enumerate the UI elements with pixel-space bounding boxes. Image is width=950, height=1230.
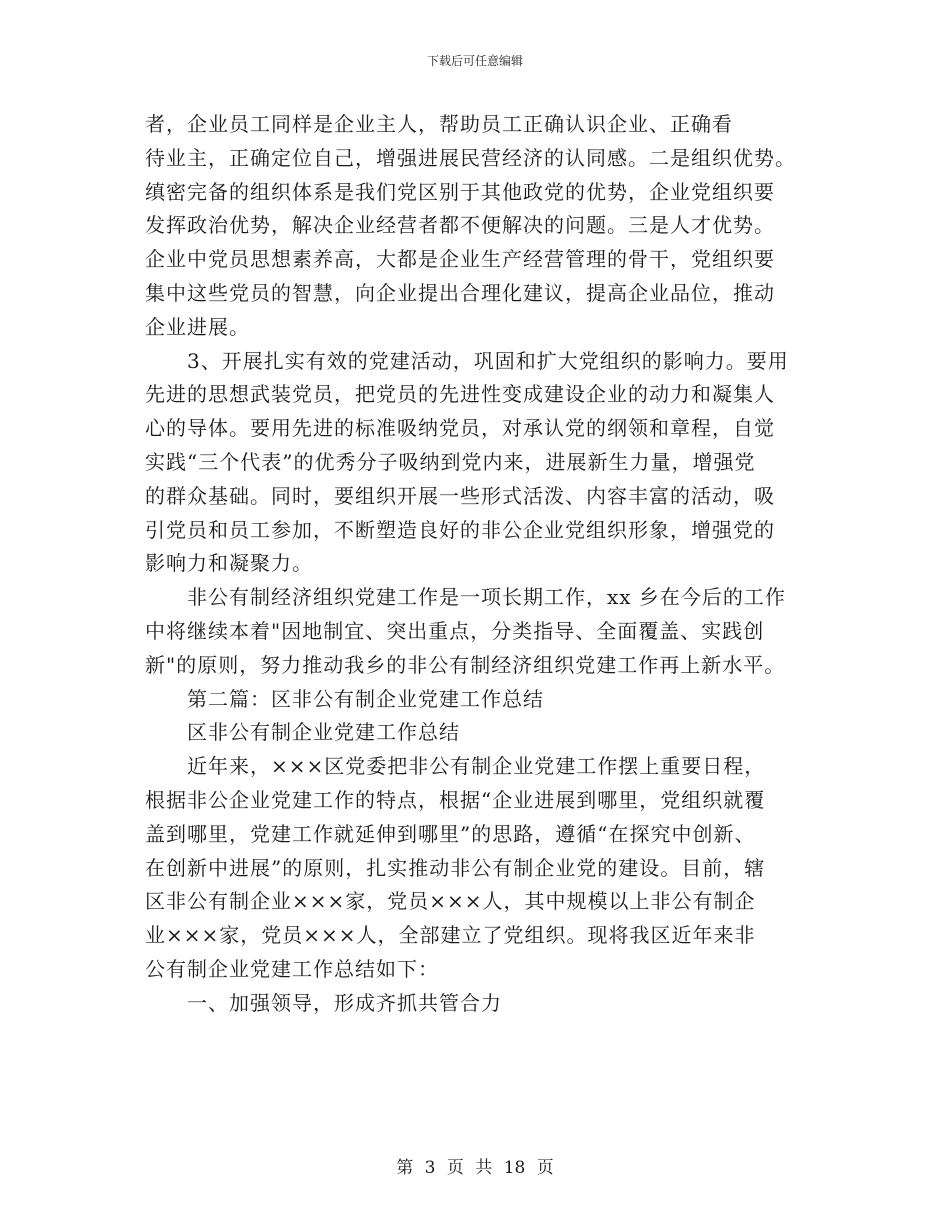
text-line: 一、加强领导，形成齐抓共管合力 xyxy=(187,990,502,1015)
text-line: 根据非公企业党建工作的特点，根据“企业进展到哪里，党组织就覆 xyxy=(145,787,766,812)
text-line: 企业进展。 xyxy=(145,314,250,339)
text-line: 影响力和凝聚力。 xyxy=(145,551,313,576)
text-line: 区非公有制企业党建工作总结 xyxy=(187,720,460,745)
text-line: 第二篇：区非公有制企业党建工作总结 xyxy=(187,686,544,711)
paragraph-3 xyxy=(145,581,810,682)
page-header: 下载后可任意编辑 xyxy=(426,54,523,68)
text-line: 引党员和员工参加，不断塑造良好的非公企业党组织形象，增强党的 xyxy=(145,517,775,542)
text-line: 的群众基础。同时，要组织开展一些形式活泼、内容丰富的活动，吸 xyxy=(145,483,775,508)
text-line: 盖到哪里，党建工作就延伸到哪里”的思路，遵循“在探究中创新、 xyxy=(145,821,756,846)
document-body xyxy=(145,108,810,1021)
text-line: 区非公有制企业×××家，党员×××人，其中规模以上非公有制企 xyxy=(145,889,756,914)
text-line: 集中这些党员的智慧，向企业提出合理化建议，提高企业品位，推动 xyxy=(145,280,775,305)
text-line: 非公有制经济组织党建工作是一项长期工作，xx 乡在今后的工作 xyxy=(187,585,786,610)
text-line: 在创新中进展”的原则，扎实推动非公有制企业党的建设。目前，辖 xyxy=(145,855,766,880)
text-line: 中将继续本着"因地制宜、突出重点，分类指导、全面覆盖、实践创 xyxy=(145,618,765,643)
text-line: 先进的思想武装党员，把党员的先进性变成建设企业的动力和凝集人 xyxy=(145,382,775,407)
text-line: 近年来，×××区党委把非公有制企业党建工作摆上重要日程， xyxy=(187,754,766,779)
paragraph-4 xyxy=(145,750,810,987)
text-line: 公有制企业党建工作总结如下： xyxy=(145,956,439,981)
text-line: 发挥政治优势，解决企业经营者都不便解决的问题。三是人才优势。 xyxy=(145,213,775,238)
text-line: 待业主，正确定位自己，增强进展民营经济的认同感。二是组织优势。 xyxy=(145,145,796,170)
text-line: 3、开展扎实有效的党建活动，巩固和扩大党组织的影响力。要用 xyxy=(187,348,789,373)
section-title xyxy=(145,716,810,750)
text-line: 者，企业员工同样是企业主人，帮助员工正确认识企业、正确看 xyxy=(145,112,733,136)
paragraph-1 xyxy=(145,108,810,345)
text-line: 实践“三个代表”的优秀分子吸纳到党内来，进展新生力量，增强党 xyxy=(145,449,756,474)
text-line: 业×××家，党员×××人，全部建立了党组织。现将我区近年来非 xyxy=(145,923,756,948)
paragraph-2 xyxy=(145,345,810,582)
text-line: 心的导体。要用先进的标准吸纳党员，对承认党的纲领和章程，自觉 xyxy=(145,416,775,441)
section-heading-part2 xyxy=(145,683,810,717)
subsection-heading xyxy=(145,987,810,1021)
page-footer: 第 3 页 共 18 页 xyxy=(396,1158,554,1178)
text-line: 企业中党员思想素养高，大都是企业生产经营管理的骨干，党组织要 xyxy=(145,247,775,272)
text-line: 缜密完备的组织体系是我们党区别于其他政党的优势，企业党组织要 xyxy=(145,179,775,204)
text-line: 新"的原则，努力推动我乡的非公有制经济组织党建工作再上新水平。 xyxy=(145,652,786,677)
